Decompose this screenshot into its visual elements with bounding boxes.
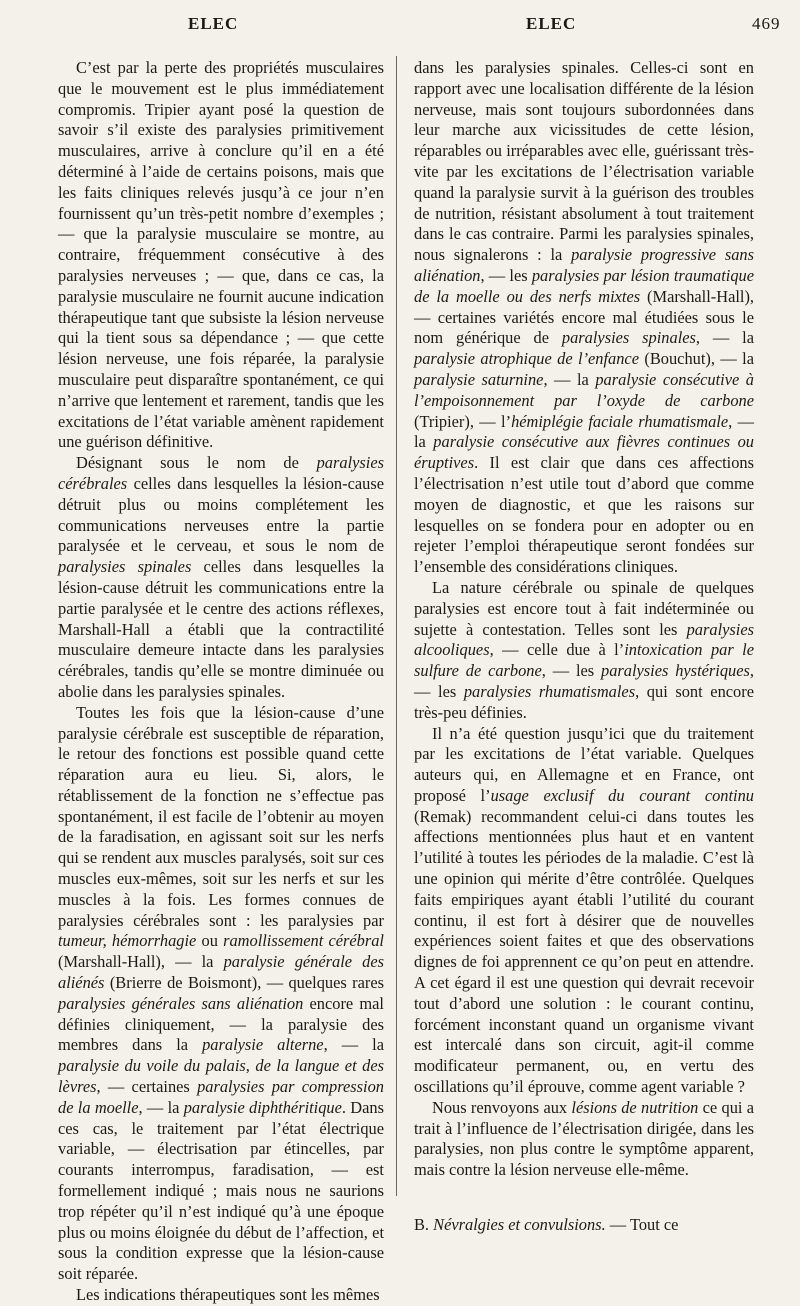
paragraph <box>414 58 754 578</box>
text-run: encore mal définies cliniquement, — la paralysie des membres dans la <box>58 993 384 1055</box>
text-run: , — la <box>323 1035 385 1055</box>
text-run: (Marshall-Hall), — la <box>58 952 224 972</box>
text-run: , — les <box>414 661 754 701</box>
paragraph <box>58 58 384 453</box>
text-run: , — celle due à l’ <box>489 640 625 660</box>
text-run: . Dans ces cas, le traitement par l’état électrique variable, — électrisation par étincelles, par courants interrompus, faradisation, — est formellement indiqué ; mais nous ne saurions trop répéter qu’il n’est indiqué qu’à une époque plus ou moins éloignée du début de l’affection, et sous la condition expresse que la lésion-cause soit réparée. <box>58 1097 384 1284</box>
text-run: , — la <box>138 1097 184 1117</box>
running-head-center: ELEC <box>526 14 577 33</box>
paragraph <box>414 724 754 1098</box>
italic-term: paralysies alcooliques <box>414 619 754 660</box>
paragraph <box>58 1285 384 1306</box>
section-continuation: — Tout ce <box>609 1215 679 1235</box>
text-run: Nous renvoyons aux <box>432 1097 572 1117</box>
text-run: , — certaines <box>96 1077 198 1097</box>
italic-term: paralysies spinales <box>561 328 696 348</box>
italic-term: paralysies par lésion traumatique de la moelle ou des nerfs mixtes <box>414 265 754 306</box>
text-run: Toutes les fois que la lésion-cause d’une paralysie cérébrale est susceptible de réparation, le retour des fonctions est possible quand cette réparation aura eu lieu. Si, alors, le rétablissement de la fonction ne s’effectue pas spontanément, il est facile de l’obtenir au moyen de la faradisation, en agissant soit sur les nerfs qui se rendent aux muscles paralysés, soit sur ces muscles eux-mêmes, soit sur les nerfs et sur les muscles à la fois. Les formes connues de paralysies cérébrales sont : les paralysies par <box>58 702 384 930</box>
italic-term: paralysies par compression de la moelle <box>58 1077 384 1117</box>
text-run: (Bouchut), — la <box>639 349 754 369</box>
text-run: ou <box>196 931 224 951</box>
italic-term: paralysies cérébrales <box>58 453 384 493</box>
text-run: , — la <box>543 369 596 389</box>
italic-term: paralysies rhumatismales <box>463 681 636 701</box>
italic-term: lésions de nutrition <box>571 1097 699 1117</box>
italic-term: paralysie diphthéritique <box>183 1097 342 1117</box>
text-run: (Brierre de Boismont), — quelques rares <box>104 973 384 993</box>
running-head-left: ELEC <box>188 14 239 33</box>
italic-term: paralysie progressive sans aliénation <box>414 245 754 285</box>
text-run: , — la <box>414 411 754 452</box>
text-run: Il n’a été question jusqu’ici que du traitement par les excitations de l’état variable. Quelques auteurs qui, en Allemagne et en France, ont proposé l’ <box>414 723 754 805</box>
text-run: La nature cérébrale ou spinale de quelques paralysies est encore tout à fait indéterminée ou sujette à contestation. Telles sont les <box>414 577 754 639</box>
section-heading <box>414 1215 754 1236</box>
text-run: (Marshall-Hall), — certaines variétés encore mal étudiées sous le nom générique de <box>414 286 755 348</box>
text-run: , — les <box>480 265 532 285</box>
text-run: , — la <box>695 328 755 348</box>
text-run: Désignant sous le nom de <box>76 453 317 473</box>
text-run: . Il est clair que dans ces affections l’électrisation n’est utile tout d’abord que comme moyen de diagnostic, et que les raisons sur lesquelles on se fondera pour en adopter ou en rejeter l’emploi thérapeutique seront fondées sur l’ensemble des considérations cliniques. <box>414 453 754 577</box>
column-divider <box>396 56 397 1196</box>
italic-term: paralysie atrophique de l’enfance <box>414 349 639 369</box>
italic-term: paralysie du voile du palais, de la langue et des lèvres <box>58 1056 384 1097</box>
italic-term: paralysies spinales <box>58 557 192 577</box>
right-column-body <box>414 58 754 1181</box>
italic-term: paralysie alterne <box>202 1035 324 1055</box>
italic-term: paralysie saturnine <box>414 369 544 389</box>
text-run: (Remak) recommandent celui-ci dans toutes les affections mentionnées plus haut et en vantent l’utilité à toutes les périodes de la maladie. C’est là une opinion qui mérite d’être contrôlée. Quelques faits empiriques ayant établi l’utilité du courant continu, il est fort à désirer que de nouvelles expériences soient faites et que des observations dignes de foi apprennent ce qu’on peut en attendre. A cet égard il est une question qui devrait recevoir tout d’abord une solution : le courant continu, forcément inconstant quand un organisme vivant est intercalé dans son circuit, agit-il comme modificateur permanent, ou, en vertu des oscillations qu’il éprouve, comme agent variable ? <box>414 806 754 1097</box>
text-run: Les indications thérapeutiques sont les mêmes <box>76 1285 380 1305</box>
text-run: (Tripier), — l’ <box>414 411 512 431</box>
text-run: celles dans lesquelles la lésion-cause détruit les communications entre la partie paralysée et le centre des actions réflexes, Marshall-Hall a établi que la contractilité musculaire demeure intacte dans les paralysies cérébrales, tandis qu’elle se montre diminuée ou abolie dans les paralysies spinales. <box>58 557 384 701</box>
section-label: B. <box>414 1215 430 1235</box>
paragraph <box>414 1098 754 1181</box>
text-run: dans les paralysies spinales. Celles-ci sont en rapport avec une localisation différente de la lésion nerveuse, mais sont toujours subordonnées dans leur marche aux vicissitudes de cette lésion, réparables ou irréparables avec elle, guérissant très-vite par les excitations de l’électrisation variable quand la paralysie survit à la guérison des troubles de nutrition, résistant absolument à tout traitement dans le cas contraire. Parmi les paralysies spinales, nous signalerons : la <box>414 58 754 265</box>
paragraph <box>58 453 384 703</box>
text-run: ce qui a trait à l’influence de l’électrisation dirigée, dans les paralysies, non plus contre le symptôme apparent, mais contre la lésion nerveuse elle-même. <box>414 1097 754 1180</box>
italic-term: hémiplégie faciale rhumatismale <box>511 411 729 431</box>
italic-term: paralysies générales sans aliénation <box>58 993 304 1013</box>
italic-term: usage exclusif du courant continu <box>490 785 754 805</box>
left-column <box>58 58 384 1306</box>
italic-term: paralysie consécutive à l’empoisonnement par l’oxyde de carbone <box>414 369 754 410</box>
paragraph <box>58 703 384 1285</box>
italic-term: tumeur, hémorrhagie <box>58 931 197 951</box>
text-run: , qui sont encore très-peu définies. <box>414 681 754 722</box>
text-run: C’est par la perte des propriétés musculaires que le mouvement est le plus immédiatement compromis. Tripier ayant posé la question de savoir s’il existe des paralysies primitivement musculaires, arrive à conclure qu’il en a été déterminé à l’aide de certains poisons, mais que les faits cliniques relevés jusqu’à ce jour n’en fournissent qu’un très-petit nombre d’exemples ; — que la paralysie musculaire se montre, au contraire, fréquemment consécutive à des paralysies nerveuses ; — que, dans ce cas, la paralysie musculaire ne fournit aucune indication thérapeutique tant que subsiste la lésion nerveuse qui la tient sous sa dépendance ; — que cette lésion nerveuse, une fois réparée, la paralysie musculaire peut disparaître spontanément, ce qui n’arrive que lentement et rarement, tandis que les excitations de l’état variable amènent rapidement une guérison définitive. <box>58 58 384 452</box>
text-run: celles dans lesquelles la lésion-cause détruit plus ou moins complétement les communications nerveuses entre la partie paralysée et le cerveau, et sous le nom de <box>58 473 384 556</box>
paragraph <box>414 578 754 724</box>
page-number: 469 <box>752 14 781 33</box>
text-run: , — les <box>541 661 601 681</box>
italic-term: paralysie générale des aliénés <box>58 952 385 993</box>
italic-term: intoxication par le sulfure de carbone <box>414 640 754 681</box>
right-column <box>414 58 754 1236</box>
section-title: Névralgies et convulsions. <box>433 1215 606 1235</box>
italic-term: paralysie consécutive aux fièvres continues ou éruptives <box>414 432 754 473</box>
italic-term: paralysies hystériques <box>601 661 750 681</box>
italic-term: ramollissement cérébral <box>223 931 384 951</box>
